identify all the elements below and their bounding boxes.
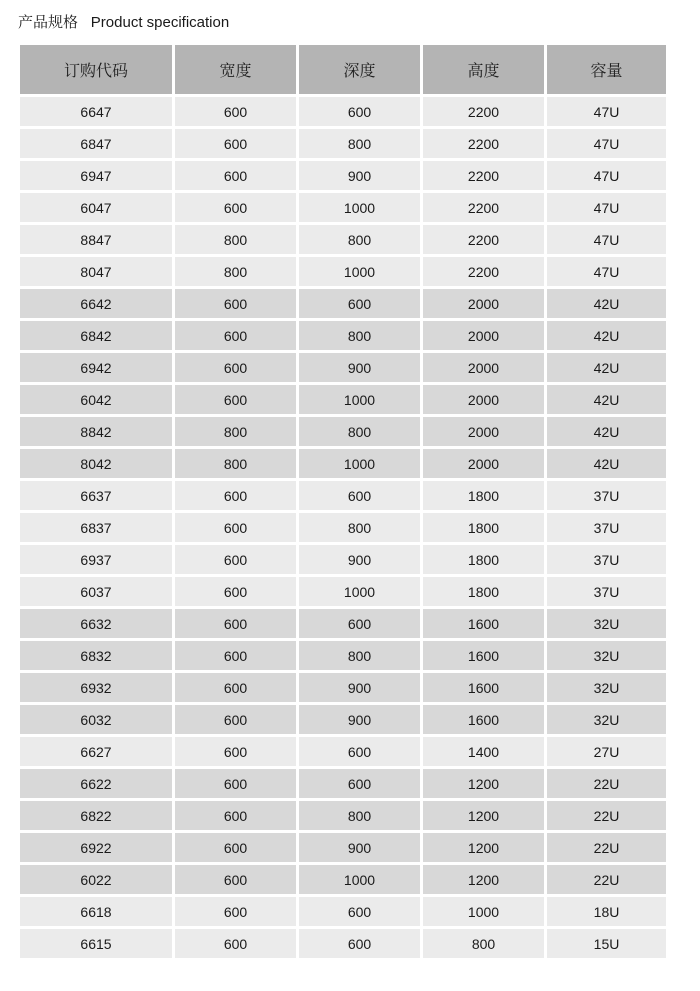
cell-order-code: 6642	[20, 289, 172, 318]
cell-order-code: 6022	[20, 865, 172, 894]
cell-width: 600	[175, 385, 296, 414]
cell-height: 2200	[423, 257, 544, 286]
table-row	[20, 513, 666, 542]
cell-width: 800	[175, 257, 296, 286]
cell-width: 600	[175, 865, 296, 894]
table-row	[20, 833, 666, 862]
cell-height: 1600	[423, 705, 544, 734]
cell-height: 2000	[423, 385, 544, 414]
header-capacity: 容量	[547, 45, 666, 94]
cell-capacity: 37U	[547, 577, 666, 606]
cell-order-code: 6947	[20, 161, 172, 190]
cell-order-code: 6032	[20, 705, 172, 734]
cell-depth: 600	[299, 897, 420, 926]
table-row	[20, 801, 666, 830]
cell-order-code: 6632	[20, 609, 172, 638]
table-row	[20, 321, 666, 350]
spec-table	[17, 42, 669, 961]
cell-order-code: 6847	[20, 129, 172, 158]
cell-order-code: 6832	[20, 641, 172, 670]
cell-depth: 1000	[299, 257, 420, 286]
cell-order-code: 6615	[20, 929, 172, 958]
header-row	[20, 45, 666, 94]
cell-order-code: 6647	[20, 97, 172, 126]
cell-height: 1600	[423, 641, 544, 670]
cell-width: 800	[175, 449, 296, 478]
cell-width: 600	[175, 737, 296, 766]
cell-capacity: 42U	[547, 289, 666, 318]
cell-height: 2000	[423, 321, 544, 350]
cell-capacity: 42U	[547, 417, 666, 446]
cell-height: 1800	[423, 577, 544, 606]
cell-height: 1800	[423, 545, 544, 574]
cell-height: 2000	[423, 289, 544, 318]
cell-height: 1200	[423, 801, 544, 830]
cell-height: 2000	[423, 449, 544, 478]
cell-depth: 600	[299, 929, 420, 958]
table-row	[20, 641, 666, 670]
cell-depth: 800	[299, 641, 420, 670]
cell-capacity: 32U	[547, 705, 666, 734]
cell-height: 1000	[423, 897, 544, 926]
cell-width: 600	[175, 481, 296, 510]
cell-order-code: 8042	[20, 449, 172, 478]
cell-order-code: 6932	[20, 673, 172, 702]
cell-height: 800	[423, 929, 544, 958]
table-row	[20, 705, 666, 734]
cell-order-code: 6822	[20, 801, 172, 830]
cell-capacity: 18U	[547, 897, 666, 926]
cell-depth: 900	[299, 673, 420, 702]
cell-capacity: 42U	[547, 353, 666, 382]
cell-capacity: 32U	[547, 673, 666, 702]
cell-depth: 900	[299, 705, 420, 734]
cell-order-code: 6937	[20, 545, 172, 574]
cell-depth: 800	[299, 225, 420, 254]
header-height: 高度	[423, 45, 544, 94]
cell-height: 2200	[423, 225, 544, 254]
cell-order-code: 8847	[20, 225, 172, 254]
cell-capacity: 42U	[547, 385, 666, 414]
cell-width: 600	[175, 609, 296, 638]
cell-capacity: 15U	[547, 929, 666, 958]
cell-height: 1200	[423, 769, 544, 798]
cell-depth: 1000	[299, 385, 420, 414]
cell-order-code: 6842	[20, 321, 172, 350]
table-row	[20, 385, 666, 414]
cell-depth: 600	[299, 97, 420, 126]
cell-height: 2200	[423, 193, 544, 222]
cell-width: 800	[175, 417, 296, 446]
cell-height: 2200	[423, 161, 544, 190]
cell-depth: 800	[299, 801, 420, 830]
table-row	[20, 769, 666, 798]
cell-depth: 900	[299, 545, 420, 574]
cell-height: 1600	[423, 609, 544, 638]
cell-width: 600	[175, 321, 296, 350]
cell-width: 600	[175, 289, 296, 318]
cell-capacity: 22U	[547, 801, 666, 830]
cell-depth: 900	[299, 161, 420, 190]
cell-capacity: 47U	[547, 193, 666, 222]
table-row	[20, 545, 666, 574]
cell-capacity: 47U	[547, 225, 666, 254]
cell-order-code: 6618	[20, 897, 172, 926]
table-row	[20, 129, 666, 158]
header-depth: 深度	[299, 45, 420, 94]
cell-width: 600	[175, 97, 296, 126]
cell-capacity: 22U	[547, 865, 666, 894]
cell-height: 1800	[423, 513, 544, 542]
cell-width: 600	[175, 929, 296, 958]
cell-height: 2200	[423, 97, 544, 126]
cell-capacity: 47U	[547, 97, 666, 126]
page-title	[18, 12, 229, 33]
cell-capacity: 37U	[547, 481, 666, 510]
cell-capacity: 32U	[547, 641, 666, 670]
cell-order-code: 6047	[20, 193, 172, 222]
cell-depth: 800	[299, 513, 420, 542]
table-row	[20, 193, 666, 222]
cell-depth: 1000	[299, 577, 420, 606]
table-row	[20, 161, 666, 190]
cell-depth: 900	[299, 353, 420, 382]
cell-width: 600	[175, 129, 296, 158]
cell-capacity: 47U	[547, 129, 666, 158]
cell-capacity: 37U	[547, 545, 666, 574]
cell-order-code: 6942	[20, 353, 172, 382]
cell-order-code: 6637	[20, 481, 172, 510]
cell-height: 2000	[423, 417, 544, 446]
cell-width: 600	[175, 513, 296, 542]
table-row	[20, 289, 666, 318]
cell-width: 600	[175, 833, 296, 862]
cell-order-code: 6042	[20, 385, 172, 414]
cell-width: 600	[175, 193, 296, 222]
cell-order-code: 6922	[20, 833, 172, 862]
table-row	[20, 577, 666, 606]
cell-width: 600	[175, 161, 296, 190]
cell-depth: 1000	[299, 449, 420, 478]
cell-depth: 600	[299, 609, 420, 638]
table-row	[20, 673, 666, 702]
cell-order-code: 8047	[20, 257, 172, 286]
cell-height: 1600	[423, 673, 544, 702]
cell-width: 600	[175, 801, 296, 830]
cell-depth: 800	[299, 129, 420, 158]
cell-width: 600	[175, 545, 296, 574]
table-row	[20, 865, 666, 894]
cell-height: 1200	[423, 865, 544, 894]
cell-depth: 1000	[299, 865, 420, 894]
cell-capacity: 22U	[547, 769, 666, 798]
spec-table-header	[20, 45, 666, 94]
cell-depth: 600	[299, 289, 420, 318]
table-row	[20, 97, 666, 126]
cell-width: 600	[175, 353, 296, 382]
cell-capacity: 22U	[547, 833, 666, 862]
cell-height: 2200	[423, 129, 544, 158]
cell-height: 1200	[423, 833, 544, 862]
cell-order-code: 6627	[20, 737, 172, 766]
cell-height: 1800	[423, 481, 544, 510]
cell-order-code: 6837	[20, 513, 172, 542]
cell-depth: 600	[299, 737, 420, 766]
cell-capacity: 37U	[547, 513, 666, 542]
cell-depth: 800	[299, 321, 420, 350]
cell-capacity: 27U	[547, 737, 666, 766]
table-row	[20, 481, 666, 510]
table-row	[20, 449, 666, 478]
cell-capacity: 47U	[547, 161, 666, 190]
cell-width: 600	[175, 577, 296, 606]
page-title-en: Product specification	[90, 14, 230, 31]
cell-width: 600	[175, 705, 296, 734]
cell-depth: 600	[299, 769, 420, 798]
table-row	[20, 225, 666, 254]
cell-width: 600	[175, 641, 296, 670]
table-row	[20, 609, 666, 638]
cell-capacity: 42U	[547, 449, 666, 478]
page-title-cn: 产品规格	[18, 13, 79, 31]
cell-capacity: 47U	[547, 257, 666, 286]
table-row	[20, 353, 666, 382]
cell-depth: 1000	[299, 193, 420, 222]
cell-width: 800	[175, 225, 296, 254]
cell-depth: 800	[299, 417, 420, 446]
cell-capacity: 42U	[547, 321, 666, 350]
cell-order-code: 6622	[20, 769, 172, 798]
header-order-code: 订购代码	[20, 45, 172, 94]
cell-height: 1400	[423, 737, 544, 766]
table-row	[20, 929, 666, 958]
table-row	[20, 257, 666, 286]
cell-depth: 900	[299, 833, 420, 862]
header-width: 宽度	[175, 45, 296, 94]
cell-width: 600	[175, 769, 296, 798]
cell-capacity: 32U	[547, 609, 666, 638]
table-row	[20, 737, 666, 766]
cell-width: 600	[175, 673, 296, 702]
table-row	[20, 897, 666, 926]
spec-table-body	[20, 97, 666, 958]
cell-height: 2000	[423, 353, 544, 382]
cell-width: 600	[175, 897, 296, 926]
cell-order-code: 8842	[20, 417, 172, 446]
table-row	[20, 417, 666, 446]
cell-order-code: 6037	[20, 577, 172, 606]
cell-depth: 600	[299, 481, 420, 510]
